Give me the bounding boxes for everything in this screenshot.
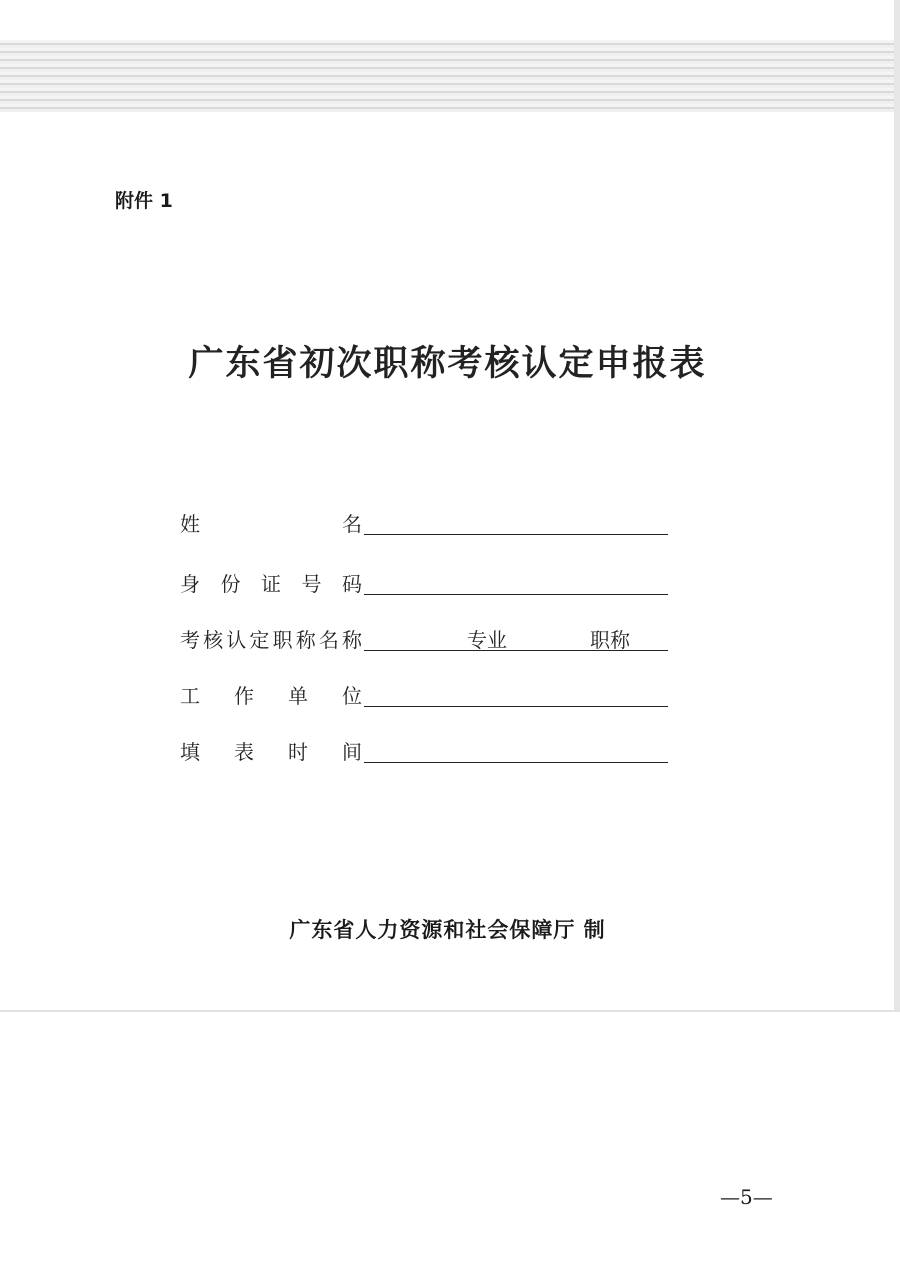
label-char: 时 [288,740,308,764]
label-char: 号 [301,572,322,596]
scan-header-stripes [0,40,895,112]
label-char: 核 [203,628,224,652]
label-char: 表 [234,740,254,764]
page-number: —5— [720,1185,773,1209]
label-char: 码 [342,572,362,596]
label-char: 作 [234,684,254,708]
page-fold-line [0,1010,900,1012]
scan-edge-shadow [894,0,900,1010]
label-char: 称 [295,628,316,652]
fill-date-label [180,736,362,765]
specialty-label: 专业 [467,628,507,652]
workplace-field [180,680,670,710]
label-char: 考 [180,628,200,652]
label-char: 份 [220,572,241,596]
title-name-label [180,624,362,653]
name-label [180,508,362,537]
fill-date-input-line[interactable] [364,762,668,763]
label-char: 姓 [180,512,200,536]
id-number-field [180,568,670,598]
label-char: 名 [342,512,362,536]
workplace-label [180,680,362,709]
label-char: 位 [342,684,362,708]
label-char: 认 [226,628,247,652]
page-title: 广东省初次职称考核认定申报表 [188,343,707,384]
title-name-field [180,624,670,654]
fill-date-field [180,736,670,766]
id-number-label [180,568,362,597]
issuing-authority: 广东省人力资源和社会保障厅 制 [289,918,606,942]
label-char: 职 [272,628,293,652]
label-char: 填 [180,740,200,764]
label-char: 名 [318,628,339,652]
name-input-line[interactable] [364,534,668,535]
attachment-label: 附件 1 [115,190,173,212]
label-char: 身 [180,572,200,596]
label-char: 工 [180,684,200,708]
label-char: 间 [342,740,362,764]
name-field [180,508,670,538]
label-char: 称 [341,628,362,652]
title-label: 职称 [590,628,630,652]
label-char: 证 [261,572,281,596]
id-number-input-line[interactable] [364,594,668,595]
label-char: 定 [249,628,270,652]
label-char: 单 [288,684,308,708]
workplace-input-line[interactable] [364,706,668,707]
